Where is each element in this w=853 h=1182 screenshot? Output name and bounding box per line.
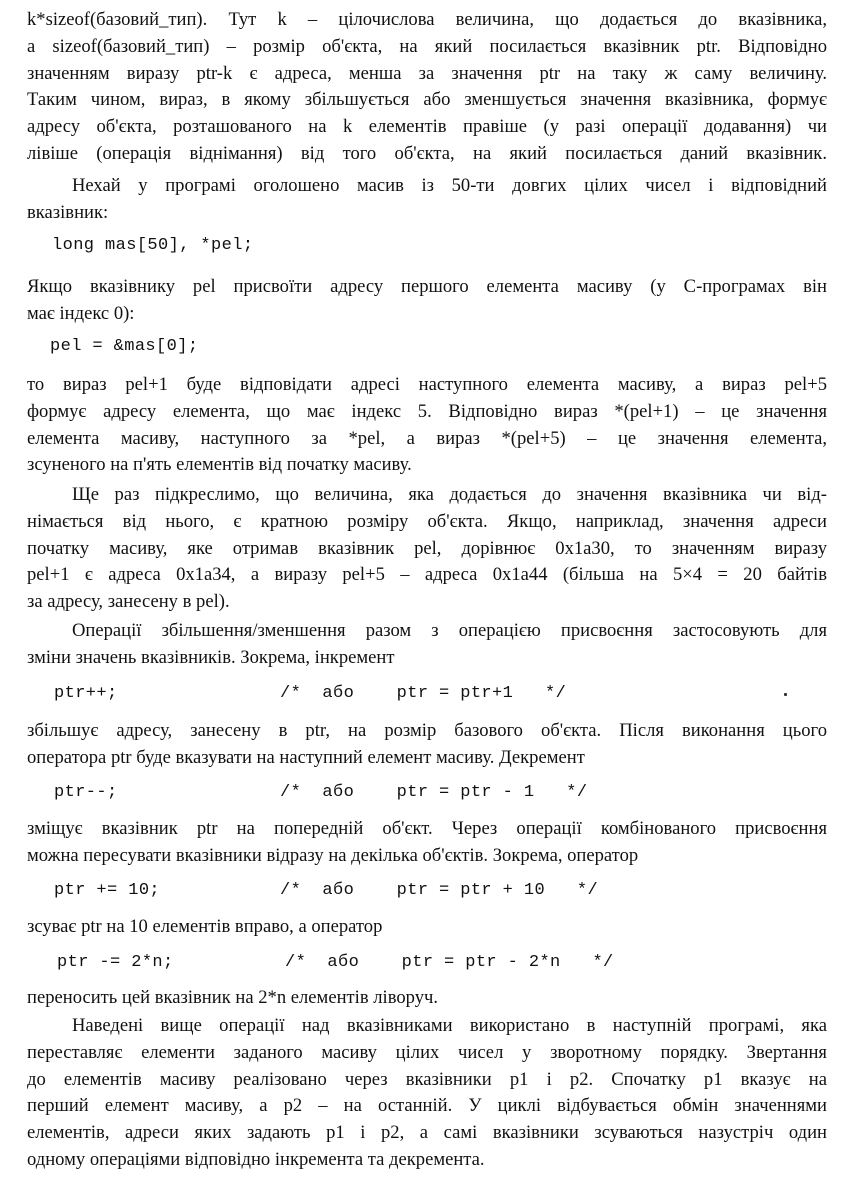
code-increment-comment: /* або ptr = ptr+1 */ [280, 684, 567, 703]
paragraph-2 [27, 173, 827, 227]
text-line: а sizeof(базовий_тип) – розмір об'єкта, на який посилається вказівник ptr. Відповідно [27, 35, 827, 57]
text-line: адресу об'єкта, розташованого на k елементів правіше (у разі операції додавання) чи [27, 116, 827, 138]
text-line: pel+1 є адреса 0x1a34, а виразу pel+5 – адреса 0x1a44 (більша на 5×4 = 20 байтів [27, 564, 827, 586]
text-line: Наведені вище операції над вказівниками використано в наступній програмі, яка [72, 1015, 827, 1036]
text-line: Нехай у програмі оголошено масив із 50-ти довгих цілих чисел і відповідний [72, 175, 827, 196]
text-line: можна пересувати вказівники відразу на декілька об'єктів. Зокрема, оператор [27, 844, 639, 866]
paragraph-7 [27, 718, 827, 772]
code-add-assign: ptr += 10; [54, 881, 161, 900]
text-line: переносить цей вказівник на 2*n елементів ліворуч. [27, 987, 438, 1008]
paragraph-6 [27, 618, 827, 672]
code-add-assign-comment: /* або ptr = ptr + 10 */ [280, 881, 599, 900]
text-line: елементів, адреси яких задають p1 і p2, а самі вказівники зсуваються назустріч один [27, 1122, 827, 1144]
code-decrement-comment: /* або ptr = ptr - 1 */ [280, 783, 588, 802]
text-line: перший елемент масиву, а p2 – на останній. У циклі відбувається обмін значеннями [27, 1095, 827, 1117]
text-line: за адресу, занесену в pel). [27, 591, 230, 613]
text-line: має індекс 0): [27, 302, 135, 324]
paragraph-11 [27, 1013, 827, 1174]
paragraph-9 [27, 914, 827, 941]
text-line: k*sizeof(базовий_тип). Тут k – цілочислова величина, що додається до вказівника, [27, 9, 827, 30]
text-line: до елементів масиву реалізовано через вказівники p1 і p2. Спочатку p1 вказує на [27, 1068, 827, 1090]
text-line: елемента масиву, наступного за *pel, а вираз *(pel+5) – це значення елемента, [27, 427, 827, 449]
text-line: одному операціями відповідно інкремента та декремента. [27, 1148, 485, 1170]
text-line: зсуває ptr на 10 елементів вправо, а оператор [27, 916, 383, 937]
paragraph-1 [27, 7, 827, 168]
text-line: початку масиву, яке отримав вказівник pel, дорівнює 0x1a30, то значенням виразу [27, 537, 827, 559]
text-line: Операції збільшення/зменшення разом з операцією присвоєння застосовують для [72, 620, 827, 641]
paragraph-8 [27, 816, 827, 870]
paragraph-4 [27, 372, 827, 479]
paragraph-5 [27, 482, 827, 616]
text-line: Ще раз підкреслимо, що величина, яка додається до значення вказівника чи від- [72, 484, 827, 505]
text-line: формує адресу елемента, що має індекс 5. Відповідно вираз *(pel+1) – це значення [27, 400, 827, 422]
text-line: зміщує вказівник ptr на попередній об'єкт. Через операції комбінованого присвоєння [27, 818, 827, 839]
text-line: зсуненого на п'ять елементів від початку масиву. [27, 454, 412, 476]
code-increment: ptr++; [54, 684, 118, 703]
text-line: то вираз pel+1 буде відповідати адресі наступного елемента масиву, а вираз pel+5 [27, 374, 827, 395]
text-line: Якщо вказівнику pel присвоїти адресу першого елемента масиву (у С-програмах він [27, 276, 827, 297]
code-sub-assign-comment: /* або ptr = ptr - 2*n */ [285, 953, 614, 972]
code-declaration: long mas[50], *pel; [52, 236, 254, 255]
text-line: Таким чином, вираз, в якому збільшується або зменшується значення вказівника, формує [27, 89, 827, 111]
text-line: вказівник: [27, 201, 109, 223]
text-line: оператора ptr буде вказувати на наступний елемент масиву. Декремент [27, 746, 585, 768]
text-line: німається від нього, є кратною розміру об'єкта. Якщо, наприклад, значення адреси [27, 510, 827, 532]
paragraph-10 [27, 985, 827, 1012]
paragraph-3 [27, 274, 827, 328]
text-line: лівіше (операція віднімання) від того об'єкта, на який посилається даний вказівник. [27, 142, 827, 164]
text-line: збільшує адресу, занесену в ptr, на розмір базового об'єкта. Після виконання цього [27, 720, 827, 741]
code-decrement: ptr--; [54, 783, 118, 802]
code-sub-assign: ptr -= 2*n; [57, 953, 174, 972]
scan-speck [784, 693, 787, 696]
text-line: значенням виразу ptr-k є адреса, менша за значення ptr на таку ж саму величину. [27, 62, 827, 84]
code-assignment: pel = &mas[0]; [50, 337, 199, 356]
text-line: зміни значень вказівників. Зокрема, інкремент [27, 646, 395, 668]
text-line: переставляє елементи заданого масиву цілих чисел у зворотному порядку. Звертання [27, 1041, 827, 1063]
